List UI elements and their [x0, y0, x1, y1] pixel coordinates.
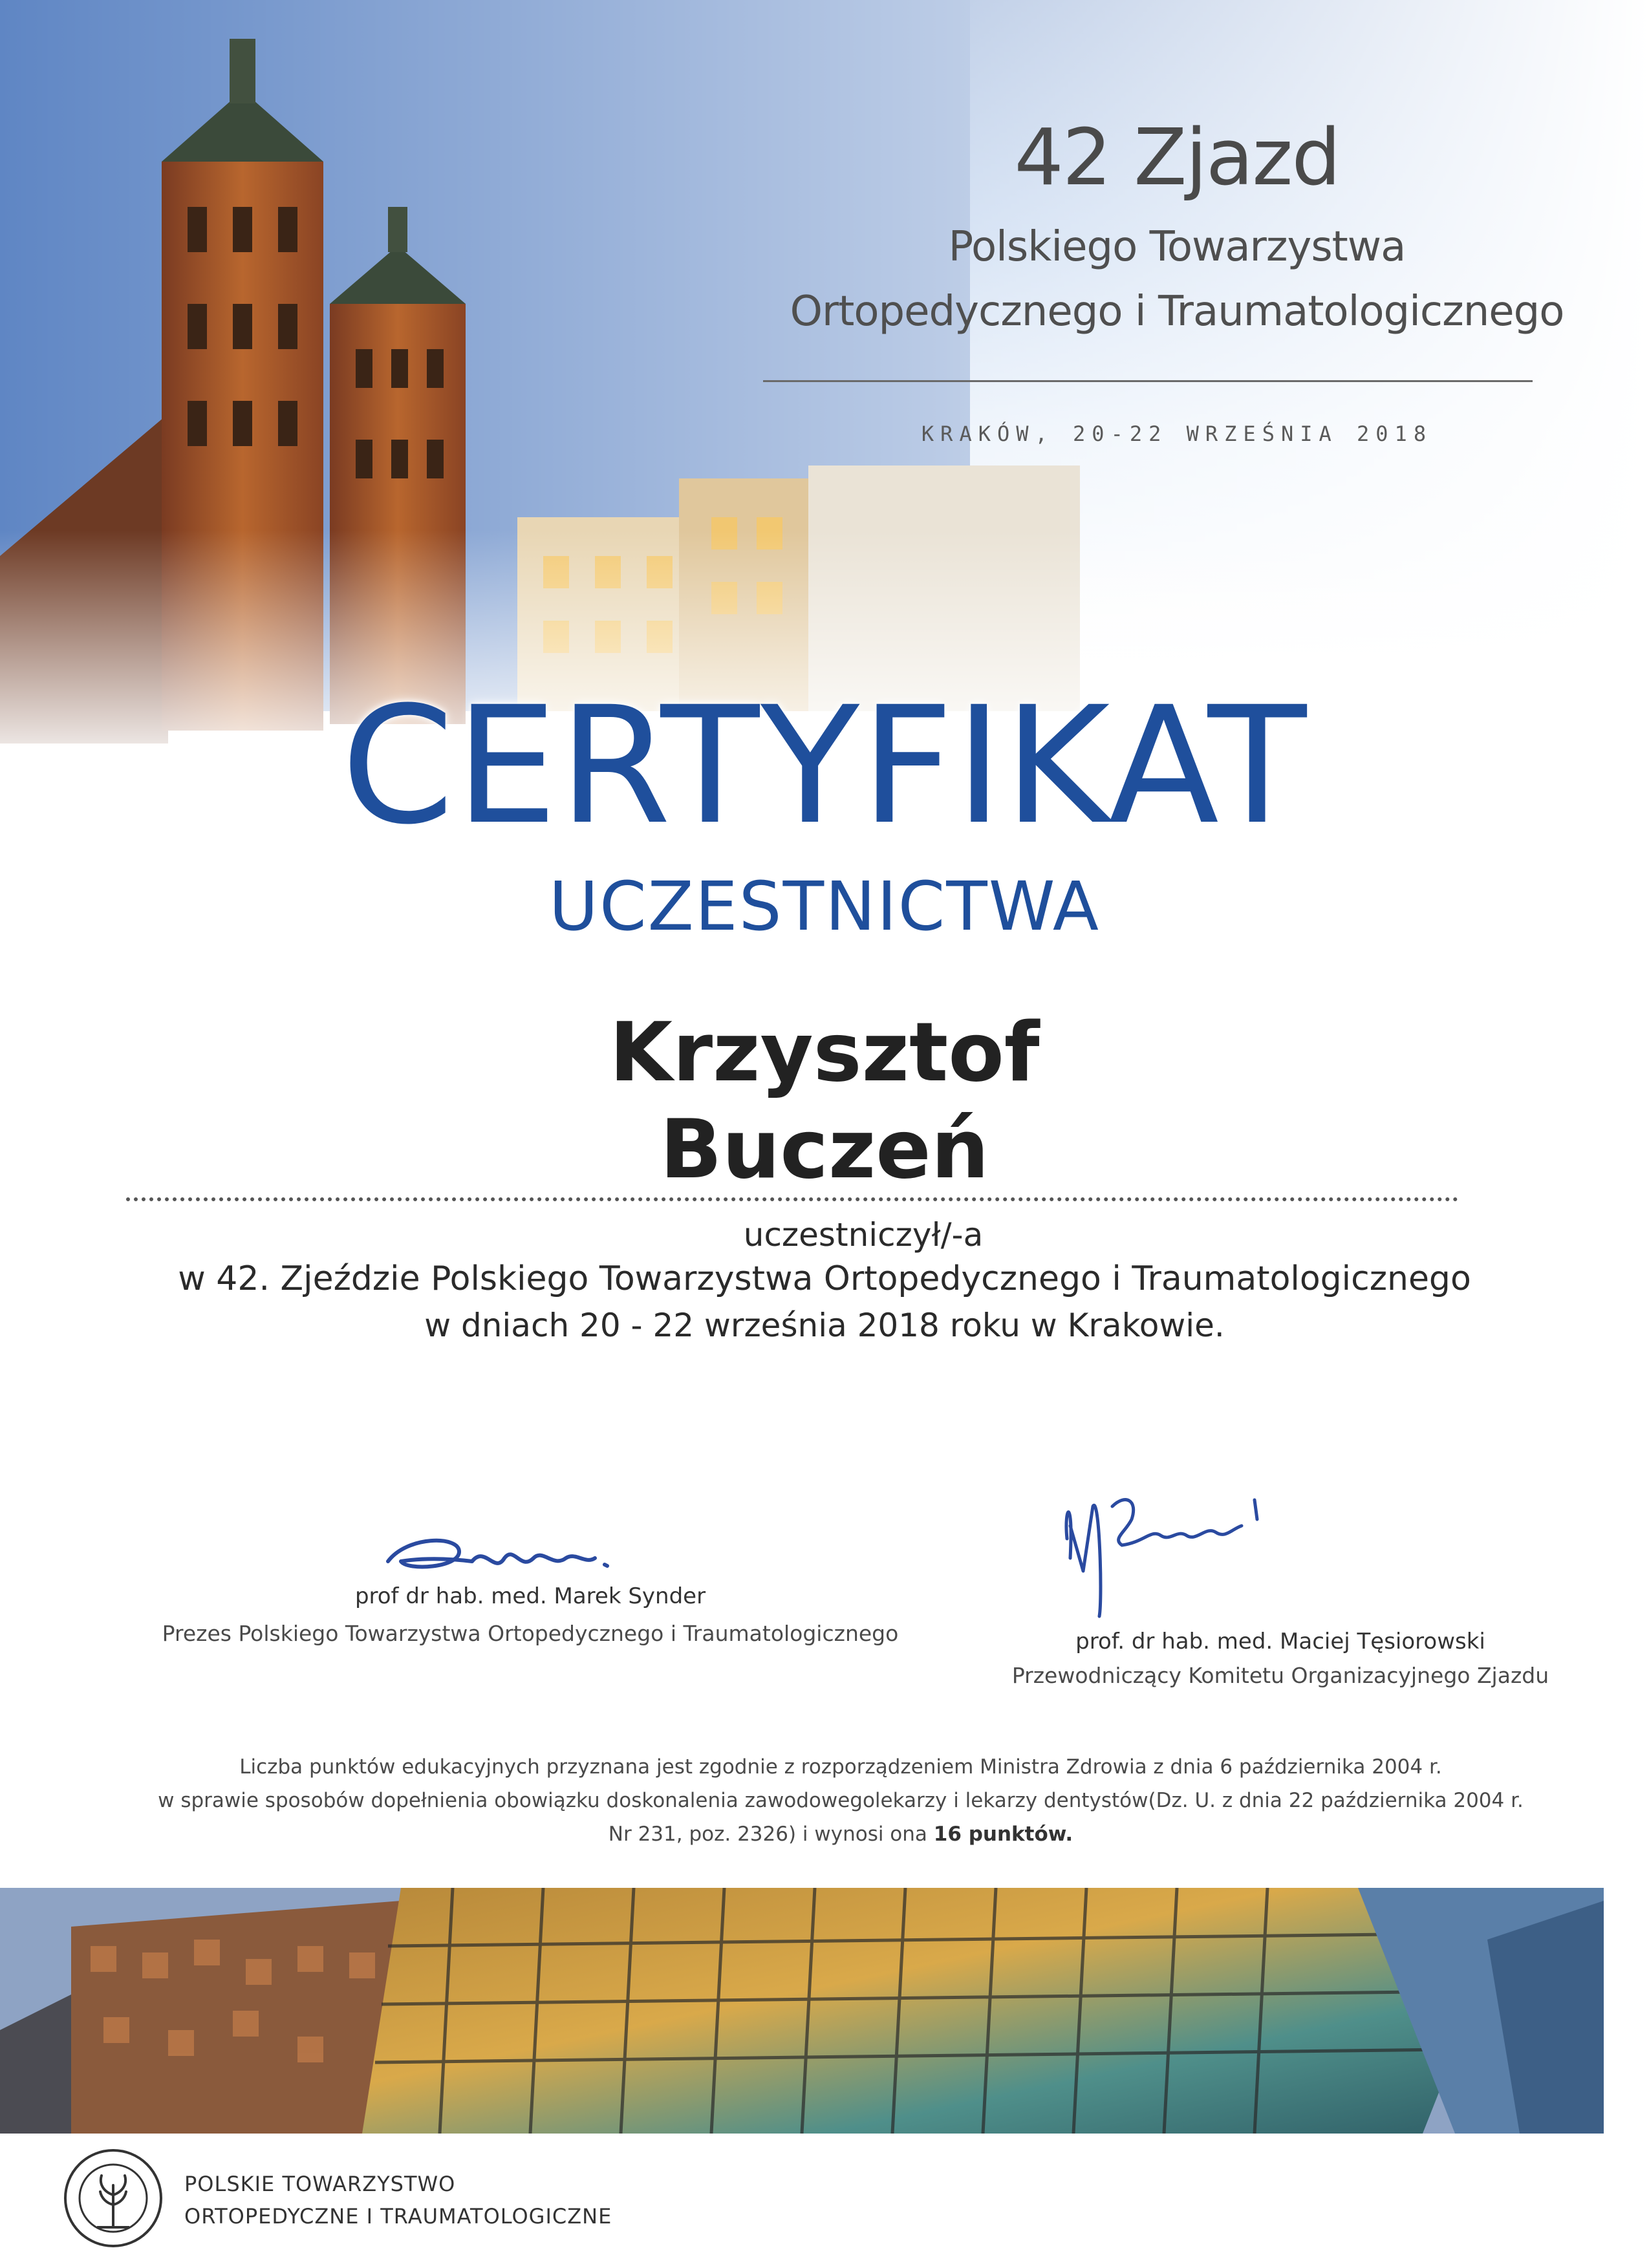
certificate-subtitle: UCZESTNICTWA [548, 867, 1101, 946]
footer-photo-congress-centre [0, 1888, 1604, 2134]
footer-org-line-1: POLSKIE TOWARZYSTWO [184, 2172, 456, 2196]
statement-event: w 42. Zjeździe Polskiego Towarzystwa Ortopedycznego i Traumatologicznego [178, 1259, 1471, 1298]
event-org-line-2: Ortopedycznego i Traumatologicznego [790, 288, 1564, 336]
note-points: 16 punktów. [933, 1823, 1073, 1846]
note-line-1: Liczba punktów edukacyjnych przyznana jest zgodnie z rozporządzeniem Ministra Zdrowia z dnia 6 października 2004 r. [239, 1755, 1442, 1779]
signatory-2-role: Przewodniczący Komitetu Organizacyjnego Zjazdu [1011, 1663, 1549, 1688]
statement-dates: w dniach 20 - 22 września 2018 roku w Krakowie. [424, 1307, 1225, 1344]
pto-emblem-icon [61, 2146, 165, 2250]
participant-first-name: Krzysztof [609, 1005, 1040, 1100]
event-title: 42 Zjazd [1014, 113, 1340, 203]
heading-divider [763, 380, 1533, 382]
signatory-1-role: Prezes Polskiego Towarzystwa Ortopedycznego i Traumatologicznego [162, 1621, 899, 1646]
event-org-line-1: Polskiego Towarzystwa [948, 223, 1406, 271]
note-line-3 [103, 1824, 1578, 1845]
signatory-2-name: prof. dr hab. med. Maciej Tęsiorowski [1075, 1629, 1485, 1654]
participant-last-name: Buczeń [660, 1102, 989, 1197]
name-dotted-line [126, 1197, 1458, 1201]
note-line-2: w sprawie sposobów dopełnienia obowiązku doskonalenia zawodowegolekarzy i lekarzy dentystów(Dz. U. z dnia 22 października 2004 r. [158, 1789, 1524, 1812]
note-line-3-text: Nr 231, poz. 2326) i wynosi ona [608, 1823, 934, 1846]
certificate-title: CERTYFIKAT [341, 672, 1308, 860]
footer-org-line-2: ORTOPEDYCZNE I TRAUMATOLOGICZNE [184, 2204, 612, 2229]
signatory-1-name: prof dr hab. med. Marek Synder [354, 1583, 706, 1609]
signature-tesiorowski-icon [1054, 1468, 1287, 1623]
event-place-date: KRAKÓW, 20-22 WRZEŚNIA 2018 [921, 422, 1433, 446]
statement-participated: uczestniczył/-a [743, 1216, 984, 1254]
